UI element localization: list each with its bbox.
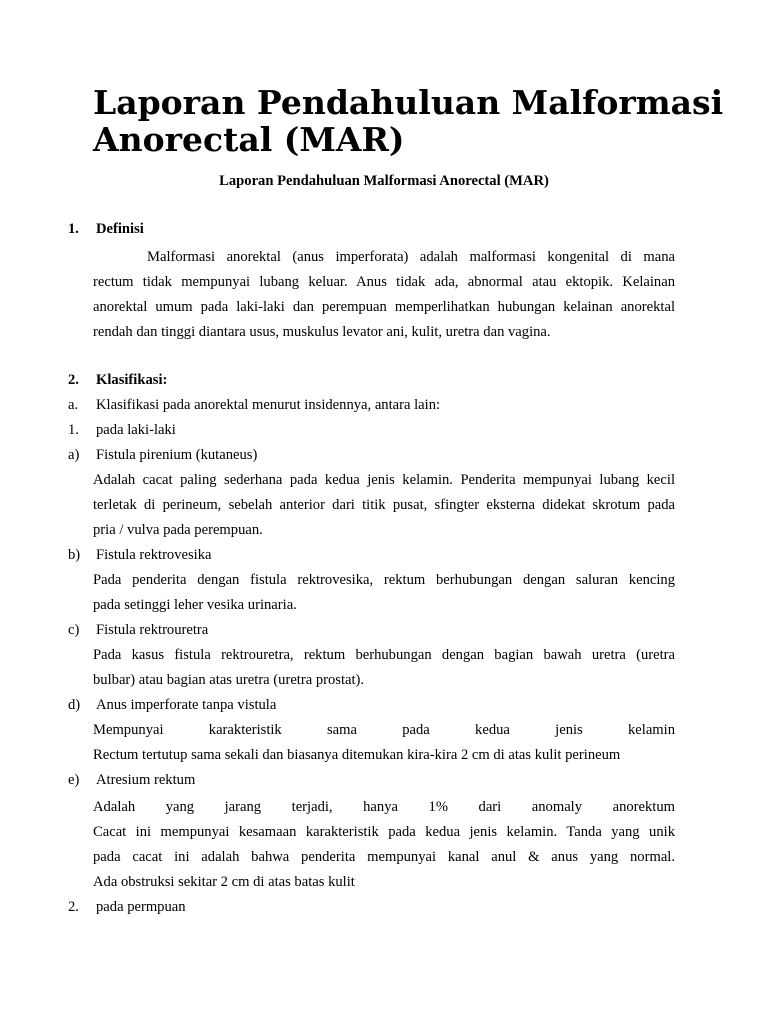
section-number: 2. (68, 372, 79, 388)
list-item-text: Klasifikasi pada anorektal menurut insidennya, antara lain: (96, 397, 441, 413)
list-marker: b) (68, 547, 81, 563)
list-marker: c) (68, 622, 80, 638)
page-title: Laporan Pendahuluan Malformasi Anorectal (MAR) (93, 83, 724, 159)
sub-item-title: Fistula rektrouretra (96, 622, 209, 638)
paragraph-line: Cacat ini mempunyai kesamaan karakteristik pada kedua jenis kelamin. Tanda yang unik (93, 824, 675, 840)
paragraph-line: Adalah yang jarang terjadi, hanya 1% dari anomaly anorektum (93, 799, 675, 815)
list-marker: 2. (68, 899, 79, 915)
list-item-text: pada permpuan (96, 899, 186, 915)
paragraph-line: Rectum tertutup sama sekali dan biasanya ditemukan kira-kira 2 cm di atas kulit perineum (93, 747, 621, 763)
paragraph-line: Pada kasus fistula rektrouretra, rektum berhubungan dengan bagian bawah uretra (uretra (93, 647, 675, 663)
list-item-text: pada laki-laki (96, 422, 176, 438)
paragraph-line: Mempunyai karakteristik sama pada kedua jenis kelamin (93, 722, 675, 738)
paragraph-line: pada setinggi leher vesika urinaria. (93, 597, 297, 613)
sub-item-title: Atresium rektum (96, 772, 196, 788)
paragraph-line: Pada penderita dengan fistula rektrovesika, rektum berhubungan dengan saluran kencing (93, 572, 675, 588)
paragraph-line: rectum tidak mempunyai lubang keluar. Anus tidak ada, abnormal atau ektopik. Kelainan (93, 274, 675, 290)
paragraph-line: Adalah cacat paling sederhana pada kedua jenis kelamin. Penderita mempunyai lubang kecil (93, 472, 675, 488)
paragraph-line: Ada obstruksi sekitar 2 cm di atas batas kulit (93, 874, 355, 890)
list-marker: a) (68, 447, 80, 463)
paragraph-line: pada cacat ini adalah bahwa penderita mempunyai kanal anul & anus yang normal. (93, 849, 675, 865)
sub-item-title: Anus imperforate tanpa vistula (96, 697, 277, 713)
document-subtitle: Laporan Pendahuluan Malformasi Anorectal (MAR) (219, 173, 549, 189)
paragraph-line: terletak di perineum, sebelah anterior dari titik pusat, sfingter eksterna didekat skrotum pada (93, 497, 675, 513)
paragraph-line: anorektal umum pada laki-laki dan perempuan memperlihatkan hubungan kelainan anorektal (93, 299, 675, 315)
section-heading-klasifikasi: Klasifikasi: (96, 372, 168, 388)
paragraph-line: pria / vulva pada perempuan. (93, 522, 263, 538)
sub-item-title: Fistula pirenium (kutaneus) (96, 447, 258, 463)
list-marker: a. (68, 397, 79, 413)
list-marker: 1. (68, 422, 79, 438)
sub-item-title: Fistula rektrovesika (96, 547, 212, 563)
paragraph-line: Malformasi anorektal (anus imperforata) adalah malformasi kongenital di mana (147, 249, 675, 265)
paragraph-line: rendah dan tinggi diantara usus, muskulus levator ani, kulit, uretra dan vagina. (93, 324, 551, 340)
list-marker: d) (68, 697, 81, 713)
section-heading-definisi: Definisi (96, 221, 144, 237)
section-number: 1. (68, 221, 79, 237)
paragraph-line: bulbar) atau bagian atas uretra (uretra prostat). (93, 672, 365, 688)
list-marker: e) (68, 772, 80, 788)
